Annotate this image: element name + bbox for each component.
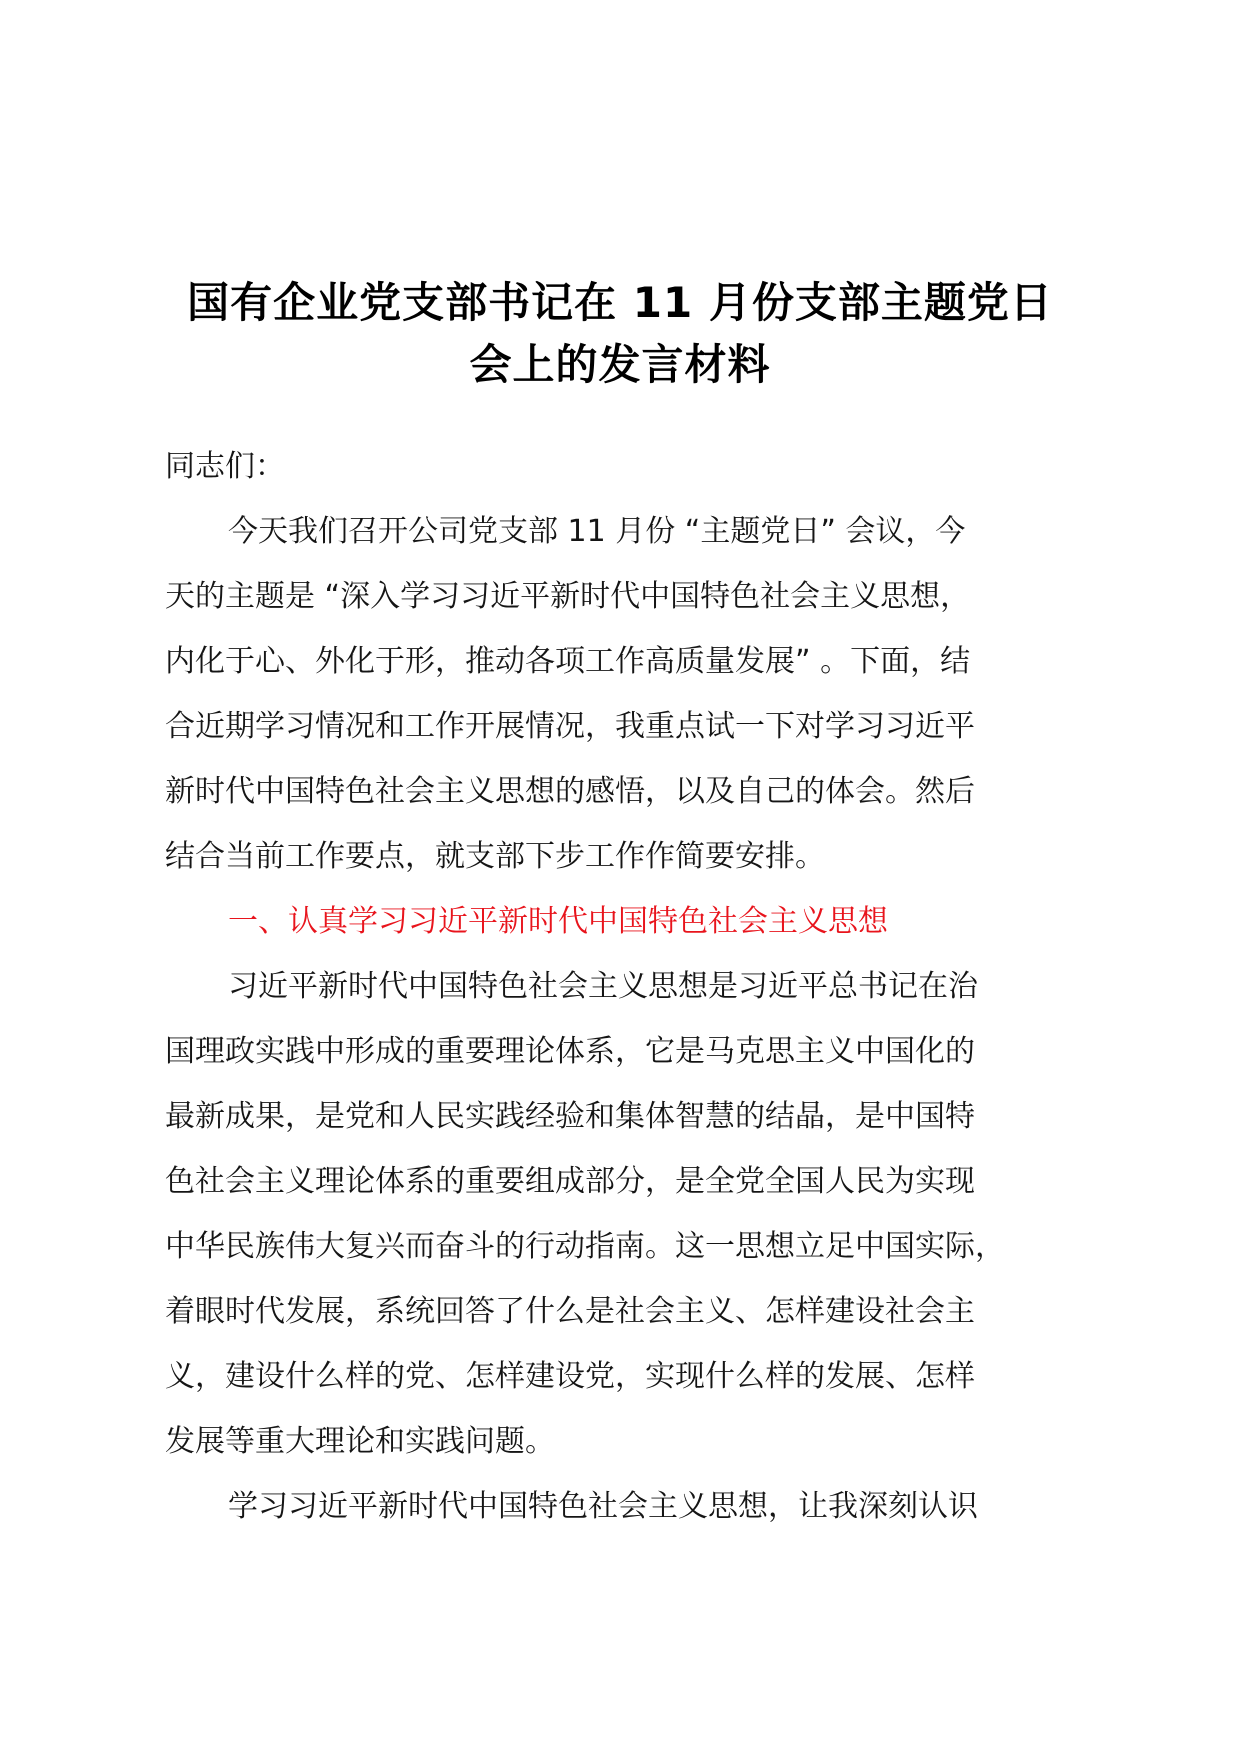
paragraph-line: 义，建设什么样的党、怎样建设党，实现什么样的发展、怎样 bbox=[165, 1359, 975, 1394]
paragraph-line: 习近平新时代中国特色社会主义思想是习近平总书记在治 bbox=[228, 969, 978, 1004]
paragraph-line: 最新成果，是党和人民实践经验和集体智慧的结晶，是中国特 bbox=[165, 1099, 975, 1134]
paragraph-line: 国理政实践中形成的重要理论体系，它是马克思主义中国化的 bbox=[165, 1034, 975, 1069]
document-title-line-1: 国有企业党支部书记在 11 月份支部主题党日 bbox=[187, 278, 1053, 327]
paragraph-line: 结合当前工作要点，就支部下步工作作简要安排。 bbox=[165, 839, 825, 874]
paragraph-line: 新时代中国特色社会主义思想的感悟，以及自己的体会。然后 bbox=[165, 774, 975, 809]
document-title-line-2: 会上的发言材料 bbox=[469, 340, 771, 389]
greeting: 同志们： bbox=[165, 449, 285, 484]
section-heading: 一、认真学习习近平新时代中国特色社会主义思想 bbox=[228, 904, 888, 939]
paragraph-line: 今天我们召开公司党支部 11 月份 “主题党日” 会议，今 bbox=[228, 514, 966, 549]
paragraph-line: 中华民族伟大复兴而奋斗的行动指南。这一思想立足中国实际， bbox=[165, 1229, 1005, 1264]
paragraph-line: 内化于心、外化于形，推动各项工作高质量发展” 。下面，结 bbox=[165, 644, 971, 679]
paragraph-line: 色社会主义理论体系的重要组成部分，是全党全国人民为实现 bbox=[165, 1164, 975, 1199]
paragraph-line: 天的主题是 “深入学习习近平新时代中国特色社会主义思想， bbox=[165, 579, 971, 614]
paragraph-line: 发展等重大理论和实践问题。 bbox=[165, 1424, 555, 1459]
paragraph-line: 学习习近平新时代中国特色社会主义思想，让我深刻认识 bbox=[228, 1489, 978, 1524]
paragraph-line: 合近期学习情况和工作开展情况，我重点试一下对学习习近平 bbox=[165, 709, 975, 744]
paragraph-line: 着眼时代发展，系统回答了什么是社会主义、怎样建设社会主 bbox=[165, 1294, 975, 1329]
